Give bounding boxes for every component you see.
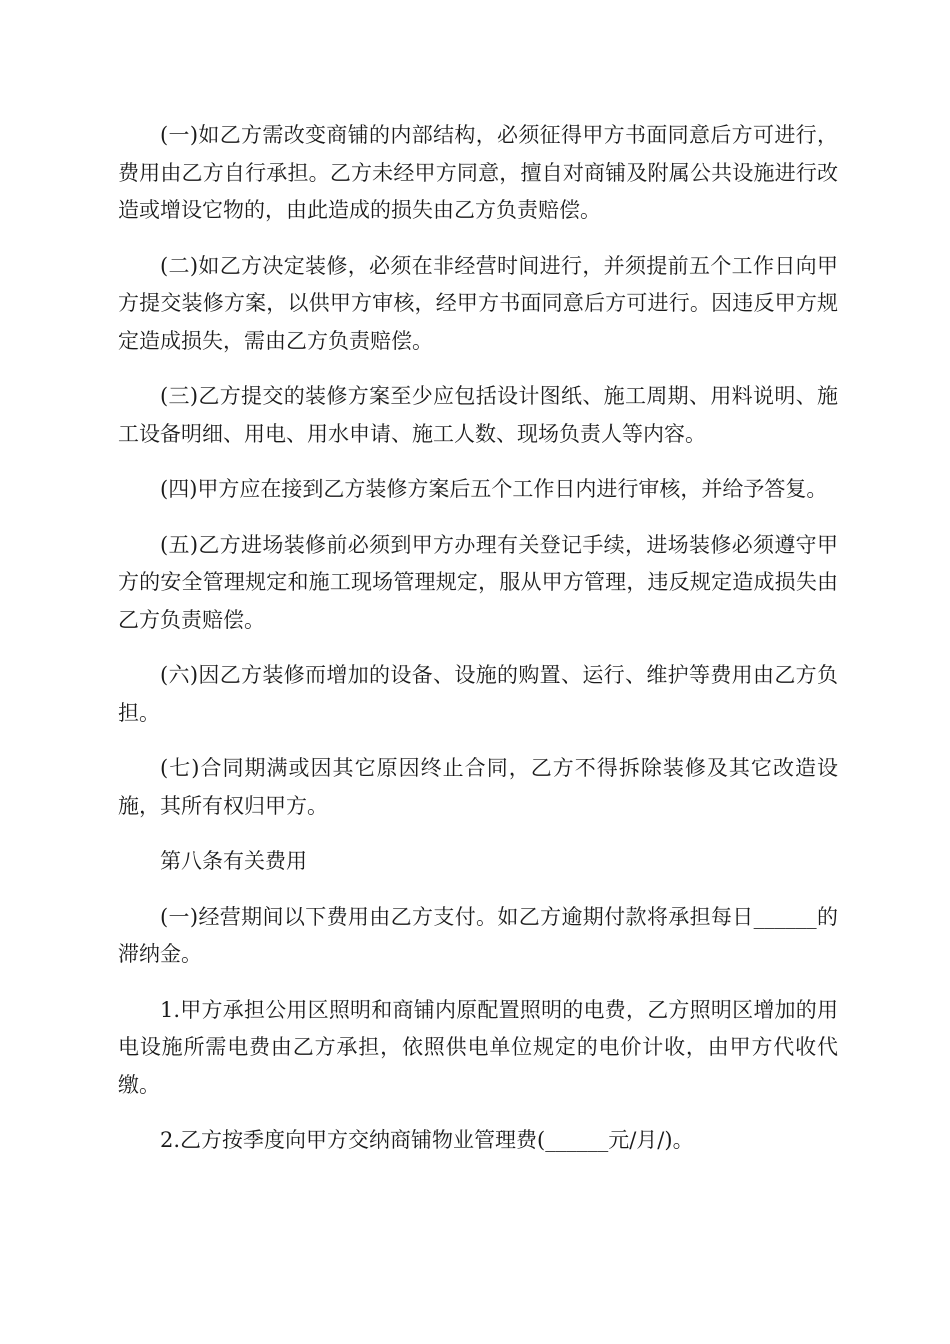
clause-renovation-structure: (一)如乙方需改变商铺的内部结构，必须征得甲方书面同意后方可进行，费用由乙方自行承担。乙方未经甲方同意，擅自对商铺及附属公共设施进行改造或增设它物的，由此造成的损失由乙方负责赔偿。	[118, 123, 838, 222]
clause-renovation-plan-content: (三)乙方提交的装修方案至少应包括设计图纸、施工周期、用料说明、施工设备明细、用电、用水申请、施工人数、现场负责人等内容。	[118, 384, 838, 446]
document-page	[118, 117, 838, 1178]
clause-electricity-fees: 1.甲方承担公用区照明和商铺内原配置照明的电费，乙方照明区增加的用电设施所需电费由乙方承担，依照供电单位规定的电价计收，由甲方代收代缴。	[118, 997, 838, 1097]
clause-property-management-fee: 2.乙方按季度向甲方交纳商铺物业管理费(______元/月/)。	[160, 1128, 694, 1152]
clause-contract-termination: (七)合同期满或因其它原因终止合同，乙方不得拆除装修及其它改造设施，其所有权归甲方。	[118, 756, 838, 818]
clause-site-registration: (五)乙方进场装修前必须到甲方办理有关登记手续，进场装修必须遵守甲方的安全管理规定和施工现场管理规定，服从甲方管理，违反规定造成损失由乙方负责赔偿。	[118, 532, 838, 632]
article-heading-fees: 第八条有关费用	[160, 849, 307, 873]
clause-renovation-decision: (二)如乙方决定装修，必须在非经营时间进行，并须提前五个工作日向甲方提交装修方案，以供甲方审核，经甲方书面同意后方可进行。因违反甲方规定造成损失，需由乙方负责赔偿。	[118, 253, 838, 353]
clause-plan-review: (四)甲方应在接到乙方装修方案后五个工作日内进行审核，并给予答复。	[160, 477, 828, 501]
clause-fees-late-payment: (一)经营期间以下费用由乙方支付。如乙方逾期付款将承担每日______的滞纳金。	[118, 904, 838, 966]
clause-added-equipment-costs: (六)因乙方装修而增加的设备、设施的购置、运行、维护等费用由乙方负担。	[118, 663, 838, 725]
